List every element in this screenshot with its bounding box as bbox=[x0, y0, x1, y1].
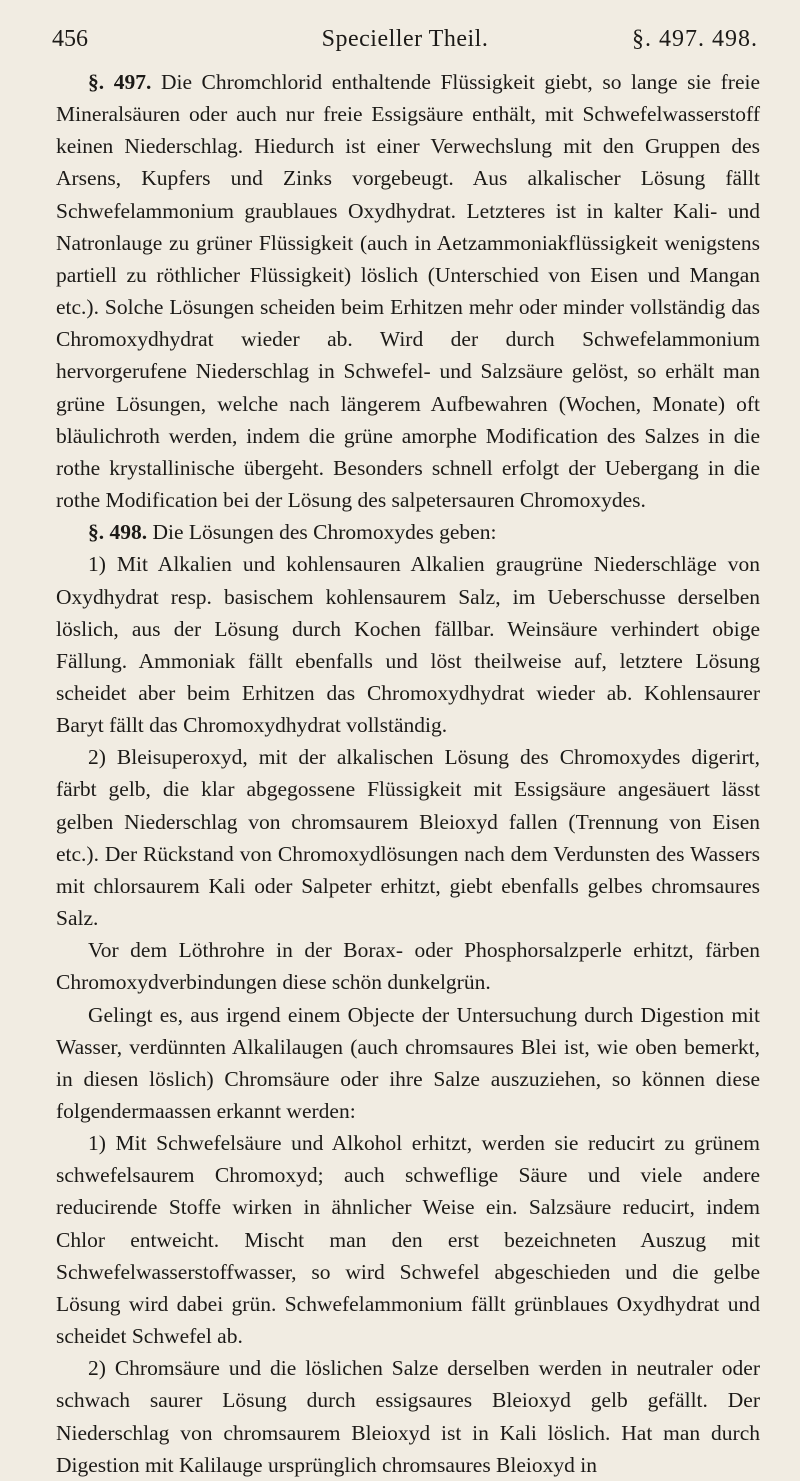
paragraph-text: Die Chromchlorid enthaltende Flüssigkeit giebt, so lange sie freie Mineralsäuren oder auch nur freie Essigsäure enthält, mit Schwefelwasserstoff keinen Niederschlag. Hiedurch ist einer Verwechslung mit den Gruppen des Arsens, Kupfers und Zinks vorgebeugt. Aus alkalischer Lösung fällt Schwefelammonium graublaues Oxydhydrat. Letzteres ist in kalter Kali- und Natronlauge zu grüner Flüssigkeit (auch in Aetzammoniakflüssigkeit wenigstens partiell zu röthlicher Flüssigkeit) löslich (Unterschied von Eisen und Mangan etc.). Solche Lösungen scheiden beim Erhitzen mehr oder minder vollständig das Chromoxydhydrat wieder ab. Wird der durch Schwefelammonium hervorgerufene Niederschlag in Schwefel- und Salzsäure gelöst, so erhält man grüne Lösungen, welche nach längerem Aufbewahren (Wochen, Monate) oft bläulichroth werden, indem die grüne amorphe Modification des Salzes in die rothe krystallinische übergeht. Besonders schnell erfolgt der Uebergang in die rothe Modification bei der Lösung des salpetersauren Chromoxydes. bbox=[56, 70, 761, 513]
body-text bbox=[56, 66, 760, 1481]
paragraph-text: Die Lösungen des Chromoxydes geben: bbox=[152, 520, 497, 545]
section-label: §. 498. bbox=[88, 520, 148, 545]
paragraph: 1) Mit Alkalien und kohlensauren Alkalien graugrüne Niederschläge von Oxydhydrat resp. basischem kohlensaurem Salz, im Ueberschusse derselben löslich, aus der Lösung durch Kochen fällbar. Weinsäure verhindert obige Fällung. Ammoniak fällt ebenfalls und löst theilweise auf, letztere Lösung scheidet aber beim Erhitzen das Chromoxydhydrat wieder ab. Kohlensaurer Baryt fällt das Chromoxydhydrat vollständig. bbox=[56, 552, 760, 738]
paragraph: 2) Bleisuperoxyd, mit der alkalischen Lösung des Chromoxydes digerirt, färbt gelb, die klar abgegossene Flüssigkeit mit Essigsäure angesäuert lässt gelben Niederschlag von chromsaurem Bleioxyd fallen (Trennung von Eisen etc.). Der Rückstand von Chromoxydlösungen nach dem Verdunsten des Wassers mit chlorsaurem Kali oder Salpeter erhitzt, giebt ebenfalls gelbes chromsaures Salz. bbox=[56, 745, 760, 931]
section-label: §. 497. bbox=[88, 70, 152, 94]
running-header bbox=[52, 22, 758, 56]
paragraph: 2) Chromsäure und die löslichen Salze derselben werden in neutraler oder schwach saurer Lösung durch essigsaures Bleioxyd gelb gefällt. Der Niederschlag von chromsaurem Bleioxyd ist in Kali löslich. Hat man durch Digestion mit Kalilauge ursprünglich chromsaures Bleioxyd in bbox=[56, 1356, 760, 1477]
running-title: Specieller Theil. bbox=[321, 26, 489, 52]
paragraph-497 bbox=[56, 66, 760, 516]
paragraph: Vor dem Löthrohre in der Borax- oder Phosphorsalzperle erhitzt, färben Chromoxydverbindungen diese schön dunkelgrün. bbox=[56, 938, 760, 995]
paragraph-498 bbox=[56, 516, 760, 548]
paragraph: 1) Mit Schwefelsäure und Alkohol erhitzt, werden sie reducirt zu grünem schwefelsaurem Chromoxyd; auch schweflige Säure und viele andere reducirende Stoffe wirken in ähnlicher Weise ein. Salzsäure reducirt, indem Chlor entweicht. Mischt man den erst bezeichneten Auszug mit Schwefelwasserstoffwasser, so wird Schwefel abgeschieden und die gelbe Lösung wird dabei grün. Schwefelammonium fällt grünblaues Oxydhydrat und scheidet Schwefel ab. bbox=[56, 1131, 760, 1349]
section-range: §. 497. 498. bbox=[632, 26, 758, 52]
page-number: 456 bbox=[52, 26, 88, 52]
paragraph: Gelingt es, aus irgend einem Objecte der Untersuchung durch Digestion mit Wasser, verdünnten Alkalilaugen (auch chromsaures Blei ist, wie oben bemerkt, in diesen löslich) Chromsäure oder ihre Salze auszuziehen, so können diese folgendermaassen erkannt werden: bbox=[56, 1002, 760, 1123]
